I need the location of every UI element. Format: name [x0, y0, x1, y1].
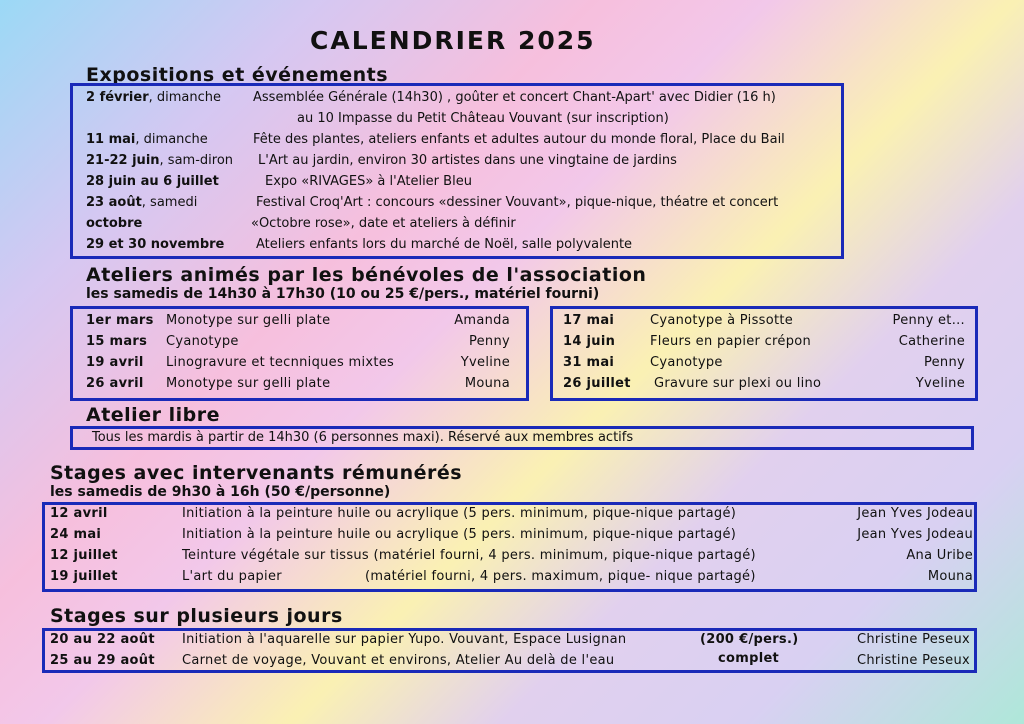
- section-subheading-ateliers: les samedis de 14h30 à 17h30 (10 ou 25 €/pers., matériel fourni): [86, 286, 600, 302]
- section-heading-expositions: Expositions et événements: [86, 64, 389, 86]
- stage-date: 24 mai: [50, 527, 102, 542]
- stage-who: Ana Uribe: [906, 548, 973, 563]
- event-desc: Festival Croq'Art : concours «dessiner Vouvant», pique-nique, théatre et concert: [256, 195, 779, 210]
- stage-who: Mouna: [927, 569, 973, 584]
- event-desc: «Octobre rose», date et ateliers à définir: [251, 216, 516, 231]
- atelier-who: Mouna: [464, 376, 510, 391]
- atelier-who: Yveline: [460, 355, 510, 370]
- atelier-who: Amanda: [454, 313, 510, 328]
- stage-date: 20 au 22 août: [50, 632, 155, 647]
- atelier-who: Penny: [923, 355, 965, 370]
- atelier-title: Gravure sur plexi ou lino: [654, 376, 822, 391]
- stage-title: Initiation à la peinture huile ou acrylique (5 pers. minimum, pique-nique partagé): [182, 506, 737, 521]
- stage-date: 12 avril: [50, 506, 108, 521]
- atelier-title: Cyanotype à Pissotte: [650, 313, 794, 328]
- atelier-who: Yveline: [915, 376, 965, 391]
- atelier-date: 19 avril: [86, 355, 144, 370]
- event-desc: Expo «RIVAGES» à l'Atelier Bleu: [265, 174, 472, 189]
- stage-extra: (matériel fourni, 4 pers. maximum, pique- nique partagé): [365, 569, 756, 584]
- stage-who: Jean Yves Jodeau: [857, 527, 973, 542]
- event-date: octobre: [86, 216, 143, 231]
- stage-who: Christine Peseux: [856, 632, 970, 647]
- atelier-title: Fleurs en papier crépon: [650, 334, 812, 349]
- stage-title: L'art du papier: [182, 569, 282, 584]
- stage-who: Jean Yves Jodeau: [857, 506, 973, 521]
- event-row: 23 août, samedi: [86, 195, 198, 210]
- event-row: 21-22 juin, sam-diron: [86, 153, 234, 168]
- event-date: 28 juin au 6 juillet: [86, 174, 219, 189]
- expositions-box: [70, 83, 844, 259]
- event-desc: au 10 Impasse du Petit Château Vouvant (sur inscription): [297, 111, 669, 126]
- stage-title: Carnet de voyage, Vouvant et environs, Atelier Au delà de l'eau: [182, 653, 615, 668]
- section-subheading-stages: les samedis de 9h30 à 16h (50 €/personne): [50, 484, 391, 500]
- atelier-date: 14 juin: [563, 334, 616, 349]
- atelier-who: Catherine: [898, 334, 965, 349]
- page-title: CALENDRIER 2025: [310, 26, 596, 55]
- atelier-date: 26 juillet: [563, 376, 631, 391]
- event-row: 11 mai, dimanche: [86, 132, 208, 147]
- event-date: 29 et 30 novembre: [86, 237, 225, 252]
- atelier-date: 17 mai: [563, 313, 615, 328]
- atelier-date: 31 mai: [563, 355, 615, 370]
- stage-price: complet: [718, 651, 780, 666]
- stage-title: Initiation à la peinture huile ou acrylique (5 pers. minimum, pique-nique partagé): [182, 527, 737, 542]
- stage-price: (200 €/pers.): [700, 632, 799, 647]
- atelier-date: 1er mars: [86, 313, 154, 328]
- section-heading-stages-jours: Stages sur plusieurs jours: [50, 605, 343, 627]
- event-desc: Ateliers enfants lors du marché de Noël, salle polyvalente: [256, 237, 633, 252]
- atelier-title: Monotype sur gelli plate: [166, 313, 331, 328]
- atelier-who: Penny: [468, 334, 510, 349]
- atelier-title: Cyanotype: [650, 355, 723, 370]
- event-desc: Assemblée Générale (14h30) , goûter et concert Chant-Apart' avec Didier (16 h): [253, 90, 776, 105]
- event-desc: Fête des plantes, ateliers enfants et adultes autour du monde floral, Place du Bail: [253, 132, 785, 147]
- event-desc: L'Art au jardin, environ 30 artistes dans une vingtaine de jardins: [258, 153, 677, 168]
- atelier-title: Monotype sur gelli plate: [166, 376, 331, 391]
- atelier-date: 26 avril: [86, 376, 144, 391]
- atelier-title: Cyanotype: [166, 334, 239, 349]
- stage-date: 25 au 29 août: [50, 653, 155, 668]
- stage-title: Initiation à l'aquarelle sur papier Yupo. Vouvant, Espace Lusignan: [182, 632, 627, 647]
- atelier-date: 15 mars: [86, 334, 148, 349]
- atelier-who: Penny et...: [892, 313, 965, 328]
- atelier-title: Linogravure et tecnniques mixtes: [166, 355, 395, 370]
- event-row: 2 février, dimanche: [86, 90, 222, 105]
- section-heading-ateliers: Ateliers animés par les bénévoles de l'association: [86, 264, 647, 286]
- section-heading-stages: Stages avec intervenants rémunérés: [50, 462, 463, 484]
- stage-title: Teinture végétale sur tissus (matériel fourni, 4 pers. minimum, pique-nique partagé): [182, 548, 756, 563]
- stage-date: 12 juillet: [50, 548, 118, 563]
- stage-date: 19 juillet: [50, 569, 118, 584]
- section-heading-atelier-libre: Atelier libre: [86, 404, 220, 426]
- atelier-libre-text: Tous les mardis à partir de 14h30 (6 personnes maxi). Réservé aux membres actifs: [92, 430, 634, 445]
- stage-who: Christine Peseux: [856, 653, 970, 668]
